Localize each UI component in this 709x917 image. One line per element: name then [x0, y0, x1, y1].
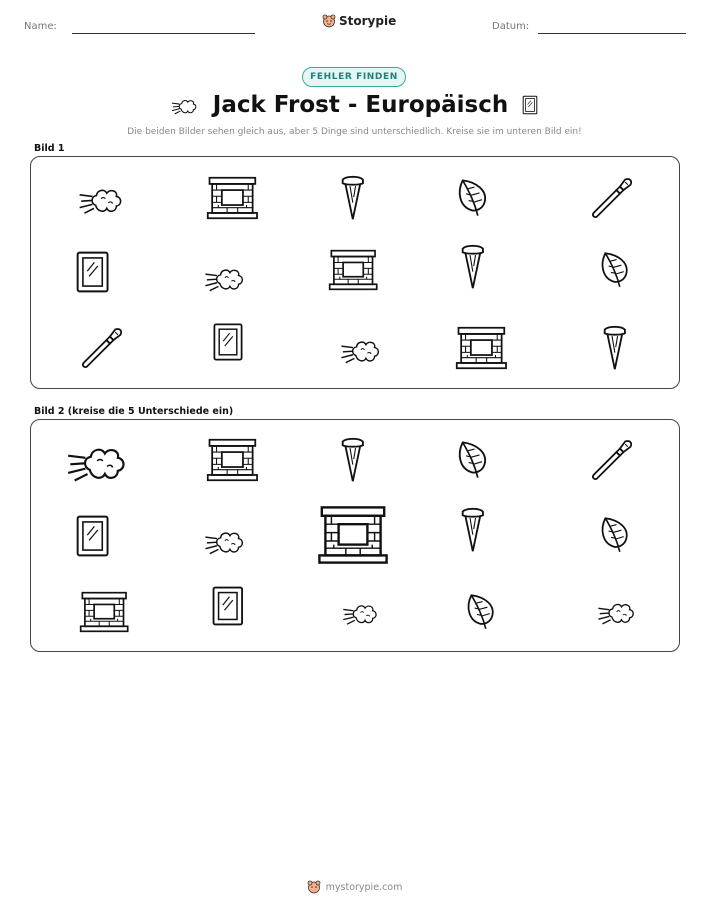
picture-1-icicle-icon: [601, 325, 629, 371]
picture-2-icicle-icon[interactable]: [339, 437, 367, 483]
picture-2-wind-icon[interactable]: [204, 522, 247, 558]
picture-1-icicle-icon: [459, 244, 487, 290]
picture-1-wind-icon: [204, 259, 247, 295]
picture-2-fireplace-icon[interactable]: [79, 591, 129, 633]
picture-2-fireplace-icon[interactable]: [317, 505, 389, 565]
name-line[interactable]: [72, 33, 255, 34]
picture-2-wind-icon[interactable]: [66, 433, 131, 487]
logo-text: Storypie: [339, 14, 397, 28]
date-label: Datum:: [492, 21, 530, 32]
picture-1-leaf-icon: [599, 250, 631, 290]
date-line[interactable]: [538, 33, 686, 34]
picture-2-icicle-icon[interactable]: [459, 507, 487, 553]
picture-1-leaf-icon: [456, 177, 490, 219]
picture-1-mirror-icon: [212, 322, 244, 362]
picture-1-fireplace-icon: [206, 176, 259, 220]
picture-2-mirror-icon[interactable]: [75, 514, 110, 558]
footer: [0, 880, 709, 894]
title-row: [0, 92, 709, 118]
picture-1-mirror-icon: [75, 250, 110, 294]
picture-1-brush-icon: [590, 176, 634, 220]
picture-2-brush-icon[interactable]: [590, 438, 634, 482]
wind-icon: [171, 93, 199, 117]
picture-1-wind-icon: [78, 178, 126, 218]
storypie-logo: [322, 14, 396, 28]
page-title: Jack Frost - Europäisch: [212, 92, 509, 118]
picture-1-fireplace-icon: [455, 326, 508, 370]
picture-2-leaf-icon[interactable]: [465, 592, 497, 632]
picture-1-icicle-icon: [339, 175, 367, 221]
worksheet-type-badge: FEHLER FINDEN: [302, 67, 406, 87]
picture-2-fireplace-icon[interactable]: [206, 438, 259, 482]
picture-1-wind-icon: [340, 331, 383, 367]
mirror-icon: [522, 93, 538, 117]
picture-1-label: Bild 1: [34, 143, 65, 154]
picture-1-fireplace-icon: [328, 249, 378, 291]
picture-2-leaf-icon[interactable]: [599, 515, 631, 555]
name-label: Name:: [24, 21, 57, 32]
instructions: Die beiden Bilder sehen gleich aus, aber 5 Dinge sind unterschiedlich. Kreise sie im unteren Bild ein!: [127, 127, 582, 137]
picture-2-leaf-icon[interactable]: [456, 439, 490, 481]
footer-url: mystorypie.com: [325, 881, 403, 893]
picture-2-label: Bild 2 (kreise die 5 Unterschiede ein): [34, 406, 234, 417]
storypie-mascot-icon: [307, 880, 321, 894]
picture-2-mirror-icon[interactable]: [211, 585, 245, 627]
picture-1-brush-icon: [80, 326, 124, 370]
picture-2-wind-icon[interactable]: [342, 596, 380, 628]
storypie-mascot-icon: [322, 14, 336, 28]
picture-2-wind-icon[interactable]: [597, 594, 638, 628]
